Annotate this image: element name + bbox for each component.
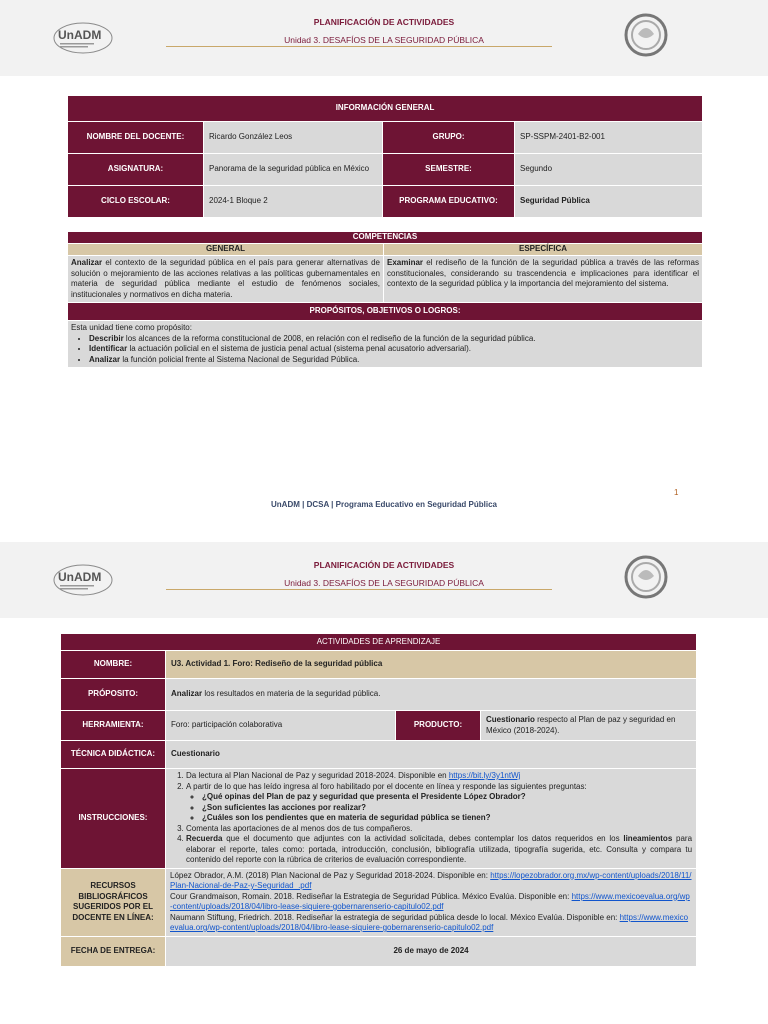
reference-item: Cour Grandmaison, Romain. 2018. Rediseñar la Estrategia de Seguridad Pública. México Evalúa. Disponible en: https://www.mexicoevalua.org/wp-content/uploads/2018/04/libro-lease-siquiere-gobernarenserio-capitulo02.pdf — [170, 891, 690, 911]
propositos-intro: Esta unidad tiene como propósito: — [71, 323, 192, 332]
info-heading: INFORMACIÓN GENERAL — [68, 96, 703, 122]
plan-link[interactable]: https://bit.ly/3y1ntWj — [448, 771, 521, 780]
recursos-body — [166, 868, 697, 936]
page-header — [0, 0, 768, 76]
seal-logo — [620, 12, 672, 58]
producto-label: PRODUCTO: — [396, 711, 481, 741]
tecnica-label: TÉCNICA DIDÁCTICA: — [61, 741, 166, 769]
list-item: ◦ ¿Son suficientes las acciones por realizar? — [202, 803, 692, 814]
actividades-table — [60, 633, 697, 967]
grupo-label: GRUPO: — [383, 122, 515, 154]
nombre-value: U3. Actividad 1. Foro: Rediseño de la seguridad pública — [166, 651, 697, 679]
list-item: 1. Da lectura al Plan Nacional de Paz y seguridad 2018-2024. Disponible en https://bit.ly/3y1ntWj — [186, 771, 692, 782]
propositos-heading: PROPÓSITOS, OBJETIVOS O LOGROS: — [68, 303, 703, 321]
especifica-label: ESPECÍFICA — [384, 244, 703, 256]
competencias-heading: COMPETENCIAS — [68, 232, 703, 244]
programa-value: Seguridad Pública — [515, 186, 703, 218]
propositos-list — [71, 334, 699, 366]
recursos-label: RECURSOS BIBLIOGRÁFICOS SUGERIDOS POR EL DOCENTE EN LÍNEA: — [61, 868, 166, 936]
list-item: • Describir los alcances de la reforma constitucional de 2008, en relación con el rediseño de la función de la seguridad pública. — [89, 334, 699, 345]
header-divider — [166, 46, 552, 47]
fecha-value: 26 de mayo de 2024 — [166, 936, 697, 966]
info-general-table — [67, 95, 703, 218]
programa-label: PROGRAMA EDUCATIVO: — [383, 186, 515, 218]
semestre-label: SEMESTRE: — [383, 154, 515, 186]
list-item: ◦ ¿Cuáles son los pendientes que en materia de seguridad pública se tienen? — [202, 813, 692, 824]
header-subtitle: Unidad 3. DESAFÍOS DE LA SEGURIDAD PÚBLICA — [284, 35, 484, 45]
reference-item: Naumann Stiftung, Friedrich. 2018. Rediseñar la estrategia de seguridad pública desde lo local. México Evalúa. Disponible en: https://www.mexicoevalua.org/wp-content/uploads/2018/04/libro-lease-siquiere-gobernarenserio-capitulo02.pdf — [170, 912, 689, 932]
reference-item: López Obrador, A.M. (2018) Plan Nacional de Paz y Seguridad 2018-2024. Disponible en: https://lopezobrador.org.mx/wp-content/uploads/2018/11/Plan-Nacional-de-Paz-y-Seguridad_.pdf — [170, 870, 692, 890]
semestre-value: Segundo — [515, 154, 703, 186]
svg-text:UnADM: UnADM — [58, 28, 102, 42]
list-item: • Analizar la función policial frente al Sistema Nacional de Seguridad Pública. — [89, 355, 699, 366]
general-text: Analizar el contexto de la seguridad pública en el país para generar alternativas de solución o mejoramiento de las acciones relativas a las políticas gubernamentales en materia de seguridad pública mediante el estudio de fenómenos sociales, institucionales y normativos en dicha materia. — [68, 256, 384, 303]
herramienta-label: HERRAMIENTA: — [61, 711, 166, 741]
reference-link[interactable]: https://lopezobrador.org.mx/wp-content/uploads/2018/11/Plan-Nacional-de-Paz-y-Seguridad_.pdf — [170, 870, 692, 890]
tecnica-value: Cuestionario — [166, 741, 697, 769]
reference-link[interactable]: https://www.mexicoevalua.org/wp-content/uploads/2018/04/libro-lease-siquiere-gobernarenserio-capitulo02.pdf — [170, 891, 690, 911]
competencias-table — [67, 231, 703, 368]
seal-logo — [620, 554, 672, 600]
list-item: 4. Recuerda que el documento que adjuntes con la actividad solicitada, debes contemplar los datos requeridos en los lineamientos para elaborar el reporte, tales como: portada, introducción, conclusión, bibliografía utilizada, tipografía sugerida, etc. Consulta y compara tu contenido del reporte con la rúbrica de criterios de evaluación correspondiente. — [186, 834, 692, 866]
header-divider — [166, 589, 552, 590]
propositos-body — [68, 321, 703, 368]
ciclo-label: CICLO ESCOLAR: — [68, 186, 204, 218]
header-title: PLANIFICACIÓN DE ACTIVIDADES — [313, 560, 455, 570]
docente-value: Ricardo González Leos — [204, 122, 383, 154]
list-item: • Identificar la actuación policial en el sistema de justicia penal actual (sistema penal acusatorio adversarial). — [89, 344, 699, 355]
general-label: GENERAL — [68, 244, 384, 256]
list-item: ◦ ¿Qué opinas del Plan de paz y seguridad que presenta el Presidente López Obrador? — [202, 792, 692, 803]
page-footer: UnADM | DCSA | Programa Educativo en Seguridad Pública — [271, 500, 497, 509]
herramienta-value: Foro: participación colaborativa — [166, 711, 396, 741]
page-header — [0, 542, 768, 618]
questions-list — [186, 792, 692, 824]
reference-link[interactable]: https://www.mexicoevalua.org/wp-content/uploads/2018/04/libro-lease-siquiere-gobernarenserio-capitulo02.pdf — [170, 912, 689, 932]
grupo-value: SP-SSPM-2401-B2-001 — [515, 122, 703, 154]
fecha-label: FECHA DE ENTREGA: — [61, 936, 166, 966]
page-number: 1 — [674, 488, 679, 497]
docente-label: NOMBRE DEL DOCENTE: — [68, 122, 204, 154]
instrucciones-label: INSTRUCCIONES: — [61, 769, 166, 869]
especifica-text: Examinar el rediseño de la función de la seguridad pública a través de las reformas constitucionales, considerando su trascendencia e implicaciones para identificar el contexto de la seguridad pública y la importancia del mejoramiento del sistema. — [384, 256, 703, 303]
list-item: 2. A partir de lo que has leído ingresa al foro habilitado por el docente en línea y responde las siguientes preguntas: ◦ ¿Qué opinas del Plan de paz y seguridad que presenta el Presidente López Obrador? ◦ ¿Son suficientes las acciones por realizar? ◦ ¿Cuáles son los pendientes que en materia de seguridad pública se tienen? — [186, 782, 692, 824]
header-subtitle: Unidad 3. DESAFÍOS DE LA SEGURIDAD PÚBLICA — [284, 578, 484, 588]
asignatura-value: Panorama de la seguridad pública en México — [204, 154, 383, 186]
nombre-label: NOMBRE: — [61, 651, 166, 679]
instrucciones-list — [170, 771, 692, 866]
instrucciones-body — [166, 769, 697, 869]
svg-text:UnADM: UnADM — [58, 570, 102, 584]
ciclo-value: 2024-1 Bloque 2 — [204, 186, 383, 218]
actividades-heading: ACTIVIDADES DE APRENDIZAJE — [61, 634, 697, 651]
list-item: 3. Comenta las aportaciones de al menos dos de tus compañeros. — [186, 824, 692, 835]
header-title: PLANIFICACIÓN DE ACTIVIDADES — [313, 17, 455, 27]
proposito-value: Analizar los resultados en materia de la seguridad pública. — [166, 679, 697, 711]
proposito-label: PRÓPOSITO: — [61, 679, 166, 711]
producto-value: Cuestionario respecto al Plan de paz y seguridad en México (2018-2024). — [481, 711, 697, 741]
asignatura-label: ASIGNATURA: — [68, 154, 204, 186]
